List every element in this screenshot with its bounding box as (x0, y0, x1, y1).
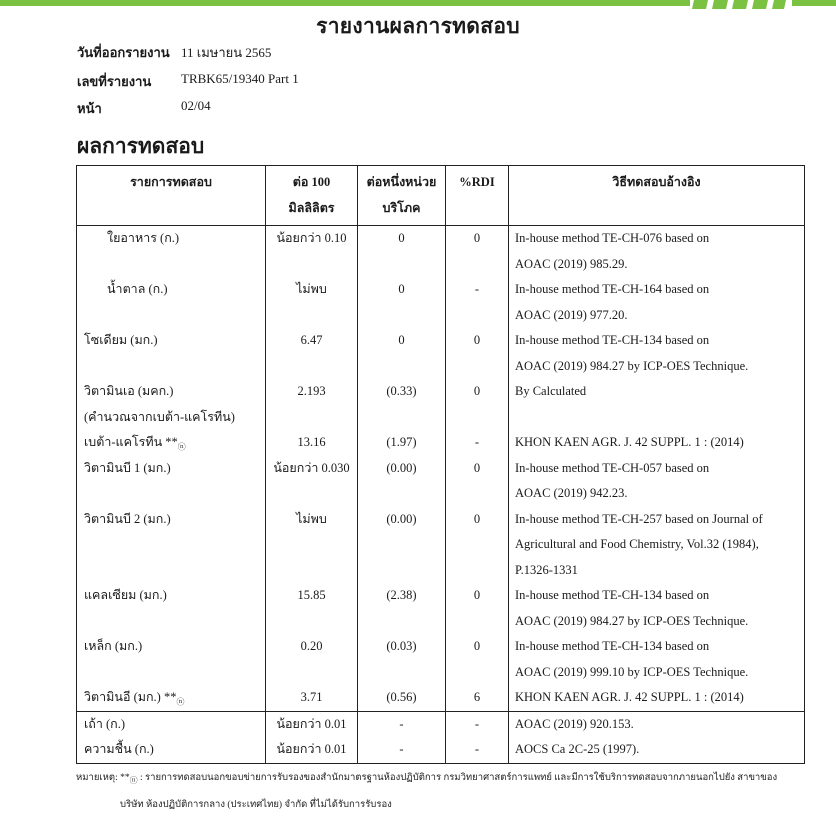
meta-value: 02/04 (181, 98, 211, 113)
cell-rdi-value: 0 (473, 384, 481, 398)
cell-per100 (266, 634, 358, 685)
cell-per-serving (358, 456, 446, 507)
cell-rdi-value: 0 (473, 639, 481, 653)
cell-per-serving (358, 685, 446, 711)
cell-per100-value: 15.85 (297, 588, 326, 602)
header-per100-line2: มิลลิลิตร (288, 200, 335, 215)
cell-rdi (446, 430, 509, 456)
cell-rdi-value: - (474, 716, 480, 731)
cell-per-serving-value: - (399, 716, 404, 731)
method-line: In-house method TE-CH-057 based on (515, 460, 710, 475)
table-row (77, 507, 805, 584)
header-per100-line1: ต่อ 100 (292, 175, 331, 189)
cell-per-serving (358, 277, 446, 328)
cell-item-name (77, 583, 266, 634)
cell-item-name (77, 328, 266, 379)
footnote-text: : รายการทดสอบนอกขอบข่ายการรับรองของสำนักมาตรฐานห้องปฏิบัติการ กรมวิทยาศาสตร์การแพทย์ และมีการใช้บริการทดสอบจากภายนอกไปยัง สาขาของ (140, 773, 778, 783)
cell-rdi (446, 456, 509, 507)
cell-rdi-value: 0 (473, 511, 481, 526)
item-name-text: เหล็ก (มก.) (84, 639, 143, 653)
cell-per-serving-value: (2.38) (386, 588, 417, 602)
cell-per-serving (358, 328, 446, 379)
item-name-text: เถ้า (ก.) (84, 716, 126, 731)
cell-item-name (77, 379, 266, 430)
cell-per100 (266, 507, 358, 584)
footnote-line2: บริษัท ห้องปฏิบัติการกลาง (ประเทศไทย) จำกัด ที่ไม่ได้รับการรับรอง (120, 799, 392, 810)
item-name-text: น้ำตาล (ก.) (107, 282, 168, 296)
cell-rdi-value: - (474, 435, 480, 449)
footnote-prefix: หมายเหตุ: ** (76, 773, 130, 783)
cell-per100 (266, 379, 358, 430)
cell-method (509, 430, 805, 456)
cell-per100-value: 6.47 (300, 333, 323, 347)
meta-label: หน้า (77, 101, 102, 116)
cell-per100 (266, 328, 358, 379)
cell-method (509, 634, 805, 685)
brand-stripes-icon (690, 0, 836, 9)
report-title: รายงานผลการทดสอบ (316, 14, 520, 38)
cell-per100-value: น้อยกว่า 0.030 (273, 460, 350, 475)
table-row (77, 328, 805, 379)
cell-per100-value: ไม่พบ (296, 282, 327, 296)
header-rdi (446, 166, 509, 226)
item-name-text: ใยอาหาร (ก.) (107, 231, 180, 245)
method-line: In-house method TE-CH-164 based on (515, 282, 710, 296)
not-accredited-mark-icon: ⓝ (177, 442, 186, 452)
cell-item-name (77, 430, 266, 456)
top-brand-bar (0, 0, 836, 9)
meta-label: เลขที่รายงาน (77, 74, 152, 89)
table-row (77, 226, 805, 278)
item-name-note: (คำนวณจากเบต้า-แคโรทีน) (84, 409, 235, 424)
cell-per-serving-value: (1.97) (386, 435, 417, 449)
table-header-row (77, 166, 805, 226)
cell-rdi (446, 685, 509, 711)
cell-per-serving-value: (0.00) (386, 511, 417, 526)
header-serving-line2: บริโภค (382, 200, 421, 215)
table-row (77, 583, 805, 634)
table-row (77, 456, 805, 507)
table-row (77, 711, 805, 737)
cell-rdi (446, 507, 509, 584)
cell-method (509, 379, 805, 430)
cell-rdi-value: 6 (473, 690, 481, 704)
cell-method (509, 685, 805, 711)
item-name-text: วิตามินเอ (มคก.) (84, 384, 174, 398)
cell-item-name (77, 685, 266, 711)
cell-rdi (446, 583, 509, 634)
header-item (77, 166, 266, 226)
cell-per-serving (358, 379, 446, 430)
cell-per100-value: น้อยกว่า 0.10 (276, 231, 347, 245)
cell-rdi-value: 0 (473, 460, 481, 475)
table-row (77, 634, 805, 685)
cell-per100 (266, 430, 358, 456)
cell-per100 (266, 737, 358, 763)
cell-rdi (446, 226, 509, 278)
cell-per100 (266, 456, 358, 507)
cell-per-serving (358, 583, 446, 634)
results-table (76, 165, 805, 764)
cell-item-name (77, 737, 266, 763)
green-band (0, 0, 700, 6)
table-row (77, 737, 805, 763)
item-name-line (84, 430, 265, 456)
cell-per100-value: 3.71 (300, 690, 323, 704)
cell-per100-value: ไม่พบ (296, 511, 327, 526)
header-serving-line1: ต่อหนึ่งหน่วย (366, 175, 437, 189)
cell-per-serving-value: (0.03) (386, 639, 417, 653)
cell-per-serving (358, 737, 446, 763)
header-item-label: รายการทดสอบ (130, 175, 212, 189)
cell-per-serving-value: (0.33) (386, 384, 417, 398)
method-line: KHON KAEN AGR. J. 42 SUPPL. 1 : (2014) (515, 690, 744, 704)
method-line: AOAC (2019) 984.27 by ICP-OES Technique. (515, 358, 749, 373)
meta-value: 11 เมษายน 2565 (181, 45, 272, 60)
cell-item-name (77, 277, 266, 328)
cell-per100 (266, 711, 358, 737)
cell-per100 (266, 583, 358, 634)
item-name-text: เบต้า-แคโรทีน ** (84, 435, 178, 449)
cell-per100 (266, 685, 358, 711)
cell-per-serving-value: 0 (398, 333, 405, 347)
cell-method (509, 737, 805, 763)
cell-rdi-value: 0 (473, 588, 481, 602)
cell-method (509, 583, 805, 634)
method-line: AOAC (2019) 920.153. (515, 716, 634, 731)
method-line: Agricultural and Food Chemistry, Vol.32 (1984), (515, 537, 759, 551)
cell-rdi-value: 0 (473, 231, 481, 245)
cell-method (509, 277, 805, 328)
cell-item-name (77, 634, 266, 685)
method-line: In-house method TE-CH-134 based on (515, 639, 710, 653)
cell-rdi-value: 0 (473, 333, 481, 347)
table-row (77, 277, 805, 328)
cell-per-serving (358, 634, 446, 685)
cell-item-name (77, 507, 266, 584)
method-line: AOAC (2019) 999.10 by ICP-OES Technique. (515, 664, 749, 679)
meta-value: TRBK65/19340 Part 1 (181, 71, 299, 86)
footnote (76, 766, 796, 817)
method-line: KHON KAEN AGR. J. 42 SUPPL. 1 : (2014) (515, 435, 744, 449)
method-line: AOAC (2019) 985.29. (515, 256, 628, 271)
cell-rdi-value: - (474, 742, 480, 756)
cell-rdi (446, 634, 509, 685)
table-row (77, 685, 805, 711)
method-line: In-house method TE-CH-134 based on (515, 333, 710, 347)
cell-per100-value: น้อยกว่า 0.01 (276, 716, 347, 731)
cell-method (509, 456, 805, 507)
cell-per100-value: 0.20 (300, 639, 323, 653)
cell-per100-value: 2.193 (297, 384, 326, 398)
method-line: AOAC (2019) 984.27 by ICP-OES Technique. (515, 613, 749, 628)
cell-per100-value: น้อยกว่า 0.01 (276, 742, 347, 756)
item-name-text: แคลเซียม (มก.) (84, 588, 167, 602)
header-rdi-label: %RDI (459, 175, 495, 189)
cell-per-serving-value: 0 (398, 282, 405, 296)
cell-method (509, 507, 805, 584)
method-line: By Calculated (515, 384, 587, 398)
item-name-line (84, 685, 265, 711)
meta-label: วันที่ออกรายงาน (77, 45, 170, 60)
method-line: AOAC (2019) 942.23. (515, 486, 628, 500)
cell-rdi (446, 328, 509, 379)
cell-per-serving (358, 711, 446, 737)
cell-per100 (266, 277, 358, 328)
method-line: In-house method TE-CH-134 based on (515, 588, 710, 602)
item-name-text: วิตามินบี 2 (มก.) (84, 511, 171, 526)
cell-rdi (446, 277, 509, 328)
cell-per-serving-value: 0 (398, 231, 405, 245)
header-per100 (266, 166, 358, 226)
not-accredited-mark-icon: ⓝ (129, 775, 138, 785)
method-line: AOAC (2019) 977.20. (515, 307, 628, 322)
method-line: In-house method TE-CH-076 based on (515, 231, 710, 245)
cell-item-name (77, 226, 266, 278)
item-name-text: วิตามินอี (มก.) ** (84, 690, 177, 704)
cell-per-serving (358, 226, 446, 278)
cell-item-name (77, 456, 266, 507)
item-name-text: โซเดียม (มก.) (84, 333, 158, 347)
not-accredited-mark-icon: ⓝ (176, 697, 185, 707)
cell-per-serving-value: (0.00) (386, 460, 417, 475)
cell-per100-value: 13.16 (297, 435, 326, 449)
table-row (77, 430, 805, 456)
cell-per-serving-value: - (399, 742, 404, 756)
cell-method (509, 711, 805, 737)
cell-rdi (446, 737, 509, 763)
method-line: P.1326-1331 (515, 562, 578, 577)
cell-rdi (446, 379, 509, 430)
table-row (77, 379, 805, 430)
cell-rdi-value: - (474, 282, 480, 296)
section-title: ผลการทดสอบ (77, 134, 205, 158)
cell-item-name (77, 711, 266, 737)
method-line: In-house method TE-CH-257 based on Journal of (515, 511, 763, 526)
cell-per-serving-value: (0.56) (386, 690, 417, 704)
cell-per100 (266, 226, 358, 278)
cell-method (509, 328, 805, 379)
header-serving (358, 166, 446, 226)
cell-method (509, 226, 805, 278)
item-name-text: วิตามินบี 1 (มก.) (84, 460, 171, 475)
header-method-label: วิธีทดสอบอ้างอิง (612, 175, 701, 189)
cell-rdi (446, 711, 509, 737)
method-line: AOCS Ca 2C-25 (1997). (515, 742, 640, 756)
item-name-text: ความชื้น (ก.) (84, 742, 154, 756)
cell-per-serving (358, 507, 446, 584)
header-method (509, 166, 805, 226)
cell-per-serving (358, 430, 446, 456)
